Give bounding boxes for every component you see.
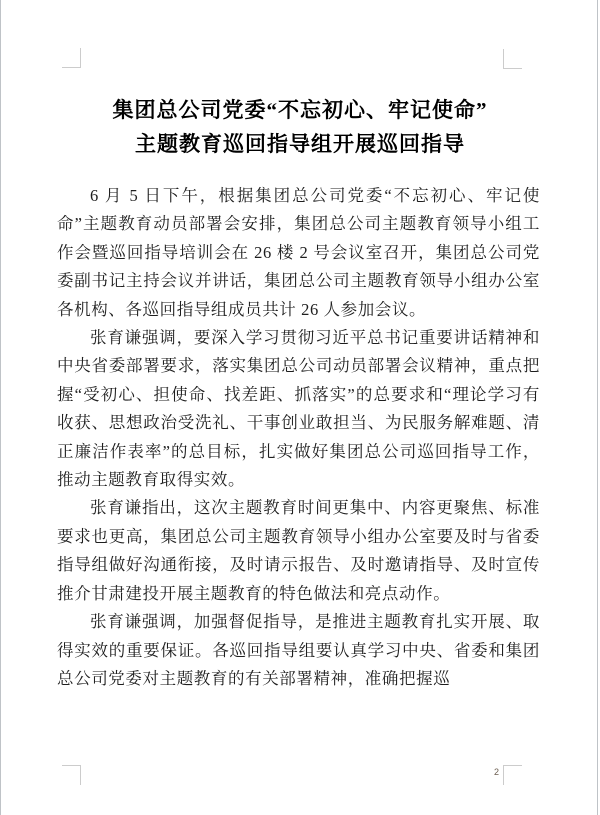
page-edge-left [0, 0, 1, 815]
text-boundary-mark-bottom-right-icon [503, 765, 522, 785]
paragraph: 张育谦强调，加强督促指导，是推进主题教育扎实开展、取得实效的重要保证。各巡回指导组要认真学习中央、省委和集团总公司党委对主题教育的有关部署精神，准确把握巡 [57, 612, 540, 688]
paragraph: 6 月 5 日下午，根据集团总公司党委“不忘初心、牢记使命”主题教育动员部署会安排，集团总公司主题教育领导小组工作会暨巡回指导培训会在 26 楼 2 号会议室召开，集团总公司党委副书记主持会议并讲话，集团总公司主题教育领导小组办公室各机构、各巡回指导组成员共计 26 人参加会议。 [57, 186, 540, 319]
text-boundary-mark-bottom-left-icon [62, 765, 81, 785]
text-boundary-mark-top-right-icon [503, 49, 522, 69]
document-title-line-1: 集团总公司党委“不忘初心、牢记使命” [112, 98, 488, 122]
document-body [57, 182, 540, 693]
paragraph: 张育谦强调，要深入学习贯彻习近平总书记重要讲话精神和中央省委部署要求，落实集团总公司动员部署会议精神，重点把握“受初心、担使命、找差距、抓落实”的总要求和“理论学习有收获、思想政治受洗礼、干事创业敢担当、为民服务解难题、清正廉洁作表率”的总目标，扎实做好集团总公司巡回指导工作，推动主题教育取得实效。 [57, 328, 540, 490]
page-edge-right [597, 0, 598, 815]
paragraph: 张育谦指出，这次主题教育时间更集中、内容更聚焦、标准要求也更高，集团总公司主题教育领导小组办公室要及时与省委指导组做好沟通衔接，及时请示报告、及时邀请指导、及时宣传推介甘肃建投开展主题教育的特色做法和亮点动作。 [57, 498, 540, 603]
text-boundary-mark-top-left-icon [62, 48, 81, 68]
page-number: 2 [494, 767, 500, 777]
document-title [0, 0, 600, 161]
document-title-line-2: 主题教育巡回指导组开展巡回指导 [135, 132, 465, 156]
